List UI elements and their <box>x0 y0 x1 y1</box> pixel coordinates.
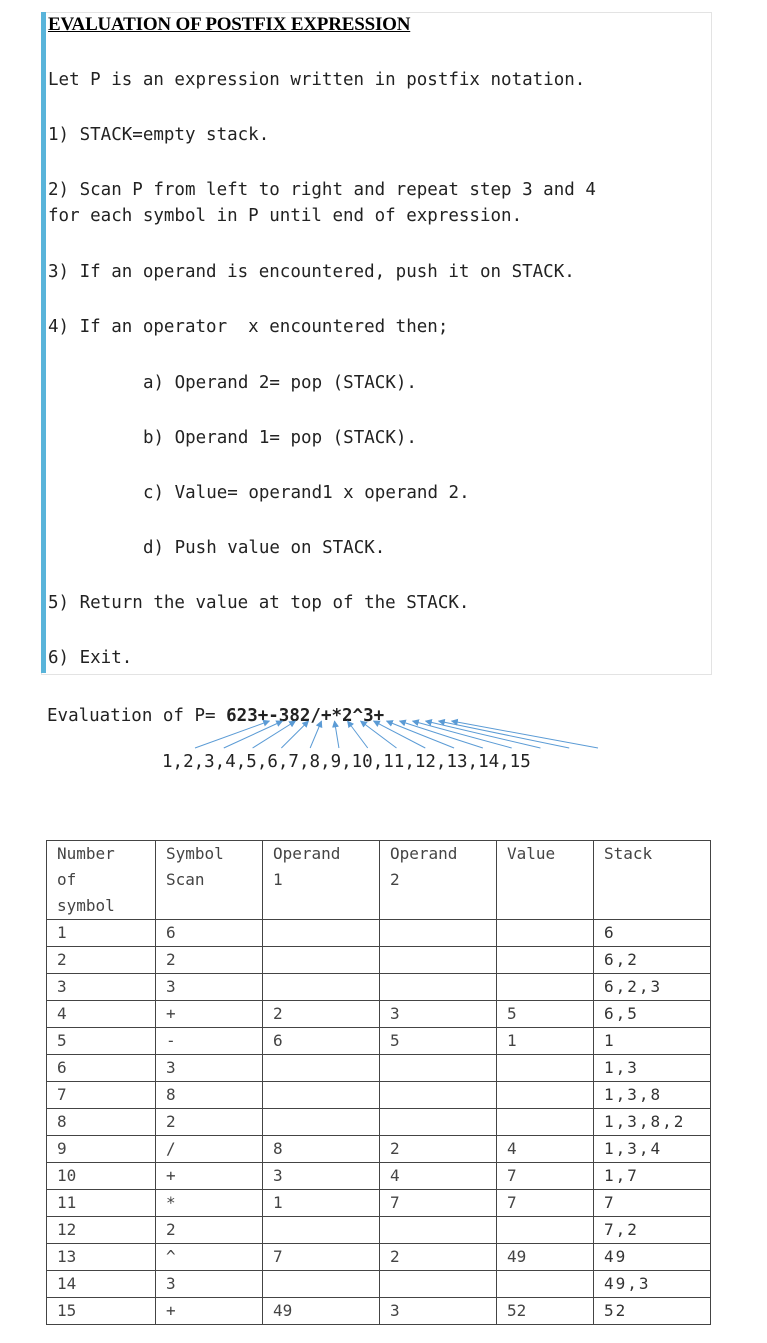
column-header-line: Operand <box>390 844 458 863</box>
position-arrow <box>281 721 308 748</box>
table-cell: 6,5 <box>594 1001 711 1028</box>
table-cell <box>497 1082 594 1109</box>
postfix-expression: 623+-382/+*2^3+ <box>226 706 385 726</box>
table-cell: 8 <box>263 1136 380 1163</box>
table-cell: 4 <box>497 1136 594 1163</box>
table-cell: 8 <box>156 1082 263 1109</box>
table-cell: 9 <box>47 1136 156 1163</box>
table-cell <box>263 974 380 1001</box>
column-header <box>497 841 594 920</box>
table-cell: 8 <box>47 1109 156 1136</box>
table-cell: 1,7 <box>594 1163 711 1190</box>
table-cell <box>263 947 380 974</box>
header-row <box>47 841 711 920</box>
step-2-line-1: 2) Scan P from left to right and repeat step 3 and 4 <box>48 180 596 200</box>
table-cell <box>380 1217 497 1244</box>
table-cell: 7 <box>497 1190 594 1217</box>
table-cell <box>380 1271 497 1298</box>
table-cell: 6,2 <box>594 947 711 974</box>
table-header <box>47 841 711 920</box>
table-cell: 7 <box>380 1190 497 1217</box>
table-cell <box>263 1082 380 1109</box>
position-arrow <box>335 721 339 748</box>
table-cell <box>380 1109 497 1136</box>
table-row <box>47 1190 711 1217</box>
column-header-line: symbol <box>57 896 115 915</box>
page-title: EVALUATION OF POSTFIX EXPRESSION <box>48 14 411 35</box>
evaluation-table <box>46 840 711 1325</box>
table-body <box>47 920 711 1325</box>
table-cell: 1,3,8,2 <box>594 1109 711 1136</box>
table-cell: 2 <box>263 1001 380 1028</box>
table-row <box>47 1136 711 1163</box>
table-cell: 49,3 <box>594 1271 711 1298</box>
table-cell <box>497 947 594 974</box>
table-cell: 15 <box>47 1298 156 1325</box>
column-header-line: of <box>57 870 77 889</box>
table-cell: 49 <box>594 1244 711 1271</box>
step-4a: a) Operand 2= pop (STACK). <box>143 373 417 393</box>
intro-text: Let P is an expression written in postfix notation. <box>48 70 586 90</box>
table-cell: 7 <box>497 1163 594 1190</box>
table-cell: 1 <box>594 1028 711 1055</box>
table-cell <box>263 1055 380 1082</box>
column-header-line: Value <box>507 844 556 863</box>
table-cell: + <box>156 1298 263 1325</box>
table-cell: 1,3,8 <box>594 1082 711 1109</box>
table-cell: 7 <box>263 1244 380 1271</box>
table-cell: 3 <box>156 974 263 1001</box>
step-5: 5) Return the value at top of the STACK. <box>48 593 470 613</box>
table-row <box>47 1163 711 1190</box>
table-cell <box>263 1109 380 1136</box>
column-header-line: Number <box>57 844 115 863</box>
column-header-line: Stack <box>604 844 653 863</box>
step-4c: c) Value= operand1 x operand 2. <box>143 483 470 503</box>
table-cell: 1,3,4 <box>594 1136 711 1163</box>
table-cell: 12 <box>47 1217 156 1244</box>
table-cell: 5 <box>497 1001 594 1028</box>
table-cell: 2 <box>156 1109 263 1136</box>
step-6: 6) Exit. <box>48 648 133 668</box>
table-cell: 11 <box>47 1190 156 1217</box>
table-cell <box>380 947 497 974</box>
table-cell: - <box>156 1028 263 1055</box>
table-cell: 1 <box>47 920 156 947</box>
symbol-positions: 1,2,3,4,5,6,7,8,9,10,11,12,13,14,15 <box>162 752 531 772</box>
position-arrow <box>413 721 512 748</box>
table-row <box>47 1109 711 1136</box>
table-cell: 2 <box>156 947 263 974</box>
table-row <box>47 1244 711 1271</box>
table-cell <box>380 1082 497 1109</box>
table-cell: 52 <box>594 1298 711 1325</box>
table-cell <box>380 1055 497 1082</box>
column-header <box>263 841 380 920</box>
table-row <box>47 1001 711 1028</box>
table-cell <box>497 1109 594 1136</box>
table-cell: 7 <box>594 1190 711 1217</box>
table-row <box>47 1055 711 1082</box>
table-cell: 1 <box>497 1028 594 1055</box>
column-header-line: Symbol <box>166 844 224 863</box>
table-row <box>47 1082 711 1109</box>
table-cell <box>263 1217 380 1244</box>
table-row <box>47 1028 711 1055</box>
table-cell: 2 <box>380 1136 497 1163</box>
table-cell: 52 <box>497 1298 594 1325</box>
table-cell <box>497 1217 594 1244</box>
table-cell: 6 <box>263 1028 380 1055</box>
position-arrow <box>374 721 426 748</box>
position-arrow <box>439 721 570 748</box>
table-cell: 6 <box>594 920 711 947</box>
table-cell: 5 <box>47 1028 156 1055</box>
table-cell: 3 <box>156 1055 263 1082</box>
table-cell <box>497 1055 594 1082</box>
table-row <box>47 920 711 947</box>
position-arrow <box>361 721 397 748</box>
step-2-line-2: for each symbol in P until end of expression. <box>48 206 523 226</box>
table-cell: 49 <box>263 1298 380 1325</box>
step-1: 1) STACK=empty stack. <box>48 125 270 145</box>
table-cell: 2 <box>156 1217 263 1244</box>
table-cell: 49 <box>497 1244 594 1271</box>
table-cell: ^ <box>156 1244 263 1271</box>
table-cell <box>497 974 594 1001</box>
table-cell: 3 <box>380 1298 497 1325</box>
table-cell: 3 <box>263 1163 380 1190</box>
table-cell: 14 <box>47 1271 156 1298</box>
position-arrow <box>310 721 321 748</box>
table-cell <box>263 920 380 947</box>
table-cell: + <box>156 1163 263 1190</box>
table-cell: + <box>156 1001 263 1028</box>
table-cell: 2 <box>47 947 156 974</box>
table-cell: 6 <box>156 920 263 947</box>
table-cell <box>263 1271 380 1298</box>
step-4d: d) Push value on STACK. <box>143 538 386 558</box>
table-cell: 13 <box>47 1244 156 1271</box>
column-header-line: Scan <box>166 870 205 889</box>
table-cell: 6 <box>47 1055 156 1082</box>
column-header <box>380 841 497 920</box>
table-cell: 1 <box>263 1190 380 1217</box>
table-cell: / <box>156 1136 263 1163</box>
step-3: 3) If an operand is encountered, push it on STACK. <box>48 262 575 282</box>
column-header-line: Operand <box>273 844 341 863</box>
table-row <box>47 1217 711 1244</box>
evaluation-label: Evaluation of P= <box>47 706 227 726</box>
table-cell: 6,2,3 <box>594 974 711 1001</box>
table-cell <box>497 1271 594 1298</box>
table-cell <box>380 974 497 1001</box>
table-cell: 1,3 <box>594 1055 711 1082</box>
table-cell: * <box>156 1190 263 1217</box>
table-row <box>47 1298 711 1325</box>
table-cell: 4 <box>47 1001 156 1028</box>
column-header <box>594 841 711 920</box>
table-cell: 7 <box>47 1082 156 1109</box>
table-cell: 7,2 <box>594 1217 711 1244</box>
table-row <box>47 947 711 974</box>
table-cell <box>380 920 497 947</box>
table-cell: 4 <box>380 1163 497 1190</box>
step-4: 4) If an operator x encountered then; <box>48 317 449 337</box>
table-cell: 3 <box>47 974 156 1001</box>
table-cell: 10 <box>47 1163 156 1190</box>
column-header <box>156 841 263 920</box>
table-row <box>47 974 711 1001</box>
table-row <box>47 1271 711 1298</box>
table-cell: 3 <box>156 1271 263 1298</box>
table-cell <box>497 920 594 947</box>
column-header <box>47 841 156 920</box>
column-header-line: 1 <box>273 870 283 889</box>
column-header-line: 2 <box>390 870 400 889</box>
position-arrow <box>348 721 368 748</box>
step-4b: b) Operand 1= pop (STACK). <box>143 428 417 448</box>
table-cell: 3 <box>380 1001 497 1028</box>
table-cell: 5 <box>380 1028 497 1055</box>
table-cell: 2 <box>380 1244 497 1271</box>
